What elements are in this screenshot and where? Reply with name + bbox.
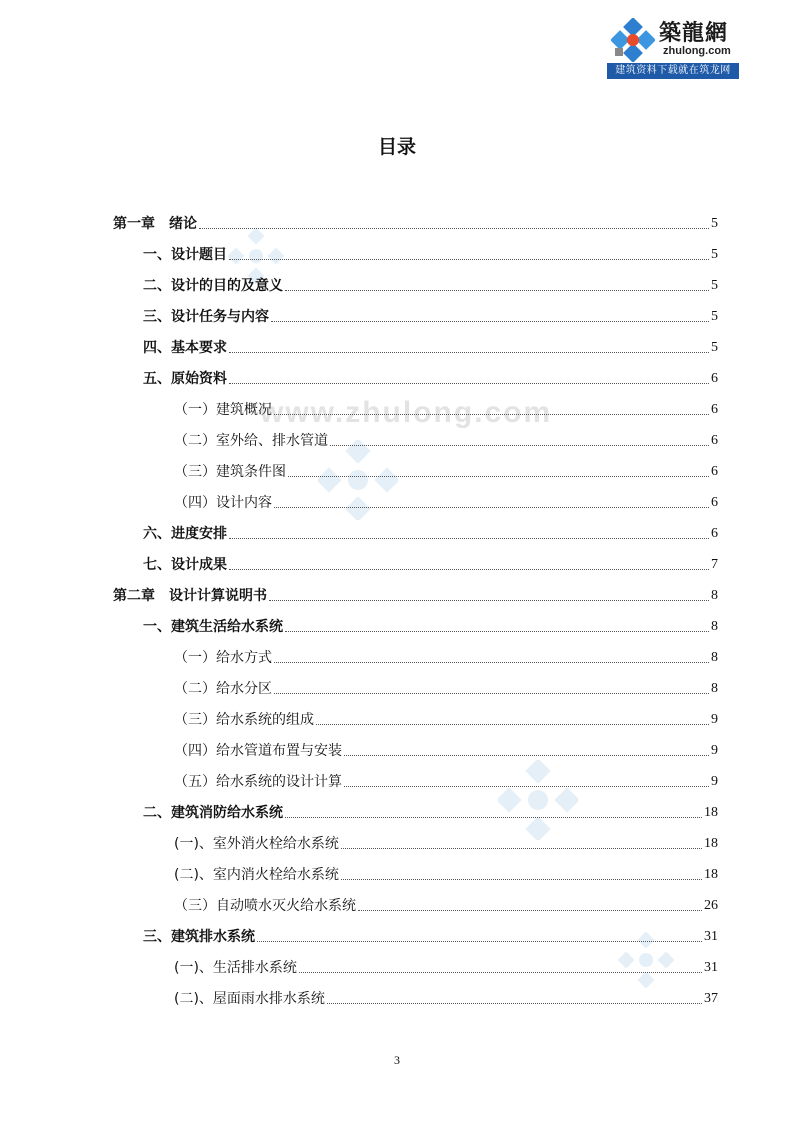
toc-entry[interactable] [143,523,718,543]
toc-entry-label: 一、设计题目 [143,247,227,263]
toc-entry-label: 三、设计任务与内容 [143,309,269,325]
toc-entry-label: 四、基本要求 [143,340,227,356]
toc-entry[interactable] [174,399,718,419]
toc-leader-dots [229,538,709,539]
toc-entry-page: 5 [711,247,718,262]
toc-entry[interactable] [174,709,718,729]
toc-leader-dots [341,879,702,880]
toc-leader-dots [274,693,709,694]
toc-entry-page: 8 [711,588,718,603]
page-title: 目录 [377,136,416,158]
toc-entry-label: （一）给水方式 [174,650,272,666]
toc-leader-dots [344,786,709,787]
toc-entry[interactable] [174,678,718,698]
toc-entry[interactable] [143,554,718,574]
toc-leader-dots [274,662,709,663]
toc-entry-page: 9 [711,712,718,727]
toc-entry[interactable] [174,740,718,760]
toc-entry-label: （二）室外给、排水管道 [174,433,328,449]
toc-entry-label: (二)、屋面雨水排水系统 [174,991,325,1007]
toc-leader-dots [316,724,709,725]
toc-entry-page: 8 [711,681,718,696]
toc-entry-label: 六、进度安排 [143,526,227,542]
toc-entry[interactable] [143,306,718,326]
toc-entry-page: 5 [711,340,718,355]
toc-entry-page: 8 [711,619,718,634]
toc-entry[interactable] [143,337,718,357]
toc-leader-dots [274,507,709,508]
watermark-text: www.zhulong.com [260,396,553,429]
toc-leader-dots [229,352,709,353]
toc-leader-dots [229,259,709,260]
toc-entry[interactable] [143,275,718,295]
toc-entry-page: 9 [711,774,718,789]
toc-entry-label: 第二章 设计计算说明书 [113,588,267,604]
toc-leader-dots [285,631,709,632]
toc-leader-dots [327,1003,702,1004]
toc-entry-label: 第一章 绪论 [113,216,197,232]
toc-entry-page: 6 [711,526,718,541]
toc-entry-label: （五）给水系统的设计计算 [174,774,342,790]
toc-leader-dots [330,445,709,446]
toc-entry-label: （三）给水系统的组成 [174,712,314,728]
logo-slogan: 建筑资料下载就在筑龙网 [607,63,739,79]
toc-entry-page: 37 [704,991,718,1006]
toc-entry-page: 5 [711,278,718,293]
toc-entry-page: 6 [711,371,718,386]
toc-entry[interactable] [174,833,718,853]
toc-entry-label: 二、建筑消防给水系统 [143,805,283,821]
page-number: 3 [394,1053,400,1067]
toc-entry-page: 5 [711,216,718,231]
logo-brand-en: zhulong.com [663,45,731,57]
toc-entry-label: (二)、室内消火栓给水系统 [174,867,339,883]
toc-entry[interactable] [174,461,718,481]
toc-leader-dots [285,817,702,818]
toc-entry-page: 31 [704,929,718,944]
toc-entry-page: 18 [704,836,718,851]
logo-brand-cn: 築龍網 [659,20,729,46]
toc-entry[interactable] [143,616,718,636]
toc-entry[interactable] [174,957,718,977]
toc-entry-label: (一)、生活排水系统 [174,960,297,976]
toc-entry-page: 31 [704,960,718,975]
toc-entry-page: 8 [711,650,718,665]
toc-entry[interactable] [143,802,718,822]
toc-entry[interactable] [174,864,718,884]
toc-entry-page: 7 [711,557,718,572]
toc-entry[interactable] [113,585,718,605]
toc-leader-dots [358,910,702,911]
toc-entry-label: （四）设计内容 [174,495,272,511]
toc-leader-dots [288,476,709,477]
toc-entry[interactable] [143,926,718,946]
toc-leader-dots [341,848,702,849]
toc-entry-label: （一）建筑概况 [174,402,272,418]
toc-entry[interactable] [143,244,718,264]
toc-entry-label: （二）给水分区 [174,681,272,697]
toc-entry[interactable] [174,647,718,667]
toc-entry[interactable] [113,213,718,233]
toc-leader-dots [229,383,709,384]
toc-entry[interactable] [143,368,718,388]
toc-entry-page: 6 [711,495,718,510]
toc-entry-label: 七、设计成果 [143,557,227,573]
site-logo [607,14,739,80]
toc-entry-label: （三）自动喷水灭火给水系统 [174,898,356,914]
toc-entry-page: 6 [711,402,718,417]
toc-entry-page: 26 [704,898,718,913]
toc-entry[interactable] [174,895,718,915]
toc-entry-label: 五、原始资料 [143,371,227,387]
toc-entry-page: 6 [711,464,718,479]
toc-entry-page: 5 [711,309,718,324]
toc-entry-label: （四）给水管道布置与安装 [174,743,342,759]
toc-entry-label: 三、建筑排水系统 [143,929,255,945]
toc-entry[interactable] [174,988,718,1008]
toc-leader-dots [299,972,702,973]
toc-entry-page: 9 [711,743,718,758]
toc-leader-dots [344,755,709,756]
toc-entry-label: （三）建筑条件图 [174,464,286,480]
toc-leader-dots [285,290,709,291]
zhulong-logo-icon [611,18,655,62]
toc-leader-dots [274,414,709,415]
toc-leader-dots [229,569,709,570]
toc-entry-page: 18 [704,805,718,820]
toc-entry[interactable] [174,430,718,450]
toc-entry-page: 6 [711,433,718,448]
toc-entry[interactable] [174,771,718,791]
toc-entry-label: 一、建筑生活给水系统 [143,619,283,635]
toc-entry-label: (一)、室外消火栓给水系统 [174,836,339,852]
toc-entry-page: 18 [704,867,718,882]
toc-leader-dots [257,941,702,942]
toc-leader-dots [269,600,709,601]
toc-entry[interactable] [174,492,718,512]
toc-leader-dots [271,321,709,322]
toc-leader-dots [199,228,709,229]
toc-entry-label: 二、设计的目的及意义 [143,278,283,294]
